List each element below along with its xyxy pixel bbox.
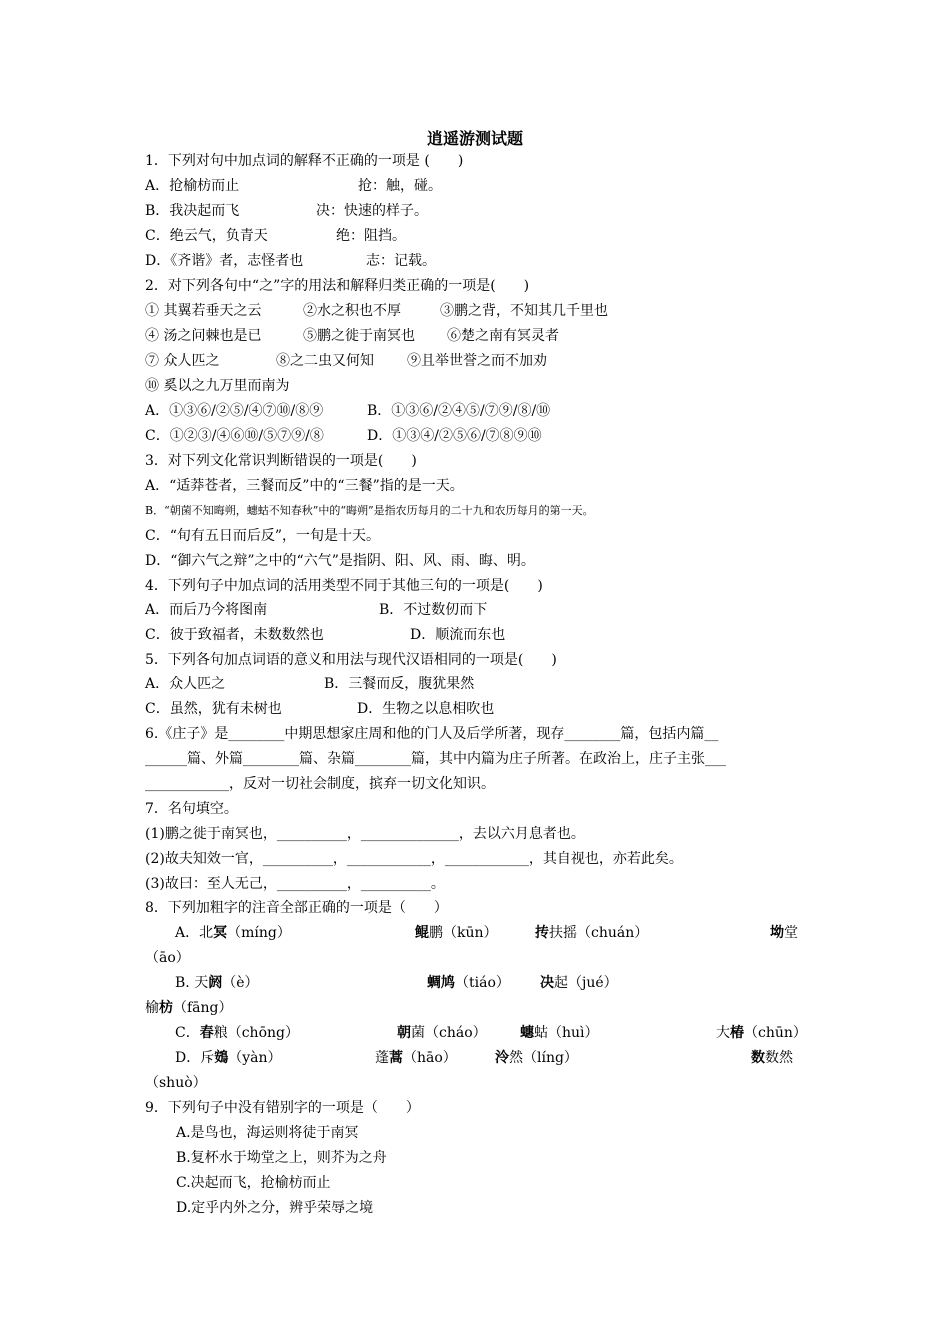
q9-option-b: B.复杯水于坳堂之上，则芥为之舟 <box>176 1150 387 1166</box>
q7-line-3: (3)故曰：至人无己，__________，__________。 <box>145 876 445 892</box>
q8-text: C． <box>175 1025 200 1041</box>
q3-option-a: A．“适莽苍者，三餐而反”中的“三餐”指的是一天。 <box>145 478 464 494</box>
q8-text: 菌（cháo） <box>411 1025 487 1041</box>
q1-stem: 1．下列对句中加点词的解释不正确的一项是 ( ) <box>145 153 464 169</box>
q1-d-text: D．《齐谐》者，志怪者也 <box>145 253 304 269</box>
q8-d-wrap: （shuò） <box>145 1075 207 1091</box>
q1-option-d <box>145 251 845 271</box>
q8-bold: 鴳 <box>214 1050 229 1066</box>
q2-item: ⑥楚之南有冥灵者 <box>447 328 559 344</box>
q8-text: （yàn） <box>228 1050 282 1066</box>
q2-row-1 <box>145 301 845 321</box>
q1-c-text: C．绝云气，负青天 <box>145 228 268 244</box>
q6-line-1: 6.《庄子》是________中期思想家庄周和他的门人及后学所著，现存________篇，包括内篇__ <box>145 726 719 742</box>
q8-text: （è） <box>222 975 259 991</box>
q4-option-b: B．不过数仞而下 <box>379 602 488 618</box>
q8-text: 起（jué） <box>554 975 618 991</box>
q9-stem: 9．下列句子中没有错别字的一项是（ ） <box>145 1100 420 1116</box>
q8-bold: 决 <box>540 975 554 991</box>
q8-text: 然（líng） <box>509 1050 578 1066</box>
q2-item: ⑨且举世誉之而不加劝 <box>407 353 547 369</box>
q5-option-d: D．生物之以息相吹也 <box>357 701 495 717</box>
q7-line-2: (2)故夫知效一官，__________，____________，____________，其自视也，亦若此矣。 <box>145 851 683 867</box>
q8-text: 鹏（kūn） <box>429 925 498 941</box>
q8-bold: 蟪 <box>520 1025 534 1041</box>
q9-option-c: C.决起而飞，抢榆枋而止 <box>176 1175 331 1191</box>
q6-line-2: ______篇、外篇________篇、杂篇________篇，其中内篇为庄子所著。在政治上，庄子主张___ <box>145 751 726 767</box>
q4-option-d: D．顺流而东也 <box>410 627 506 643</box>
q7-line-1: (1)鹏之徙于南冥也，__________，______________，去以六月息者也。 <box>145 826 585 842</box>
q8-bold: 蜩鸠 <box>427 975 455 991</box>
q8-text: （tiáo） <box>455 975 510 991</box>
q2-option-c: C．①②③/④⑥⑩/⑤⑦⑨/⑧ <box>145 428 324 444</box>
q2-item: ②水之积也不厚 <box>303 303 401 319</box>
q5-options-ab <box>145 674 845 694</box>
q2-row-3 <box>145 351 845 371</box>
q8-bold: 椿 <box>730 1025 744 1041</box>
q8-text: A．北 <box>175 925 214 941</box>
q8-a-wrap: （āo） <box>145 950 190 966</box>
q8-bold: 冥 <box>213 925 228 941</box>
q8-text: D．斥 <box>175 1050 215 1066</box>
page-title: 逍遥游测试题 <box>426 129 523 148</box>
q8-text: 扶摇（chuán） <box>549 925 649 941</box>
q8-text: （fāng） <box>173 1000 233 1016</box>
q8-text: 大 <box>716 1025 730 1041</box>
q8-text: 数然 <box>765 1050 793 1066</box>
q1-option-c <box>145 226 845 246</box>
q3-option-d: D．“御六气之辩”之中的“六气”是指阴、阳、风、雨、晦、明。 <box>145 553 535 569</box>
q8-text: （míng） <box>227 925 291 941</box>
q1-b-note: 决：快速的样子。 <box>316 203 428 219</box>
q2-row-4: ⑩ 奚以之九万里而南为 <box>145 378 290 394</box>
q2-stem: 2．对下列各句中“之”字的用法和解释归类正确的一项是( ) <box>145 278 530 294</box>
q5-options-cd <box>145 699 845 719</box>
q8-bold: 数 <box>751 1050 765 1066</box>
q2-row-2 <box>145 326 845 346</box>
q8-text: 粮（chōng） <box>213 1025 299 1041</box>
q8-bold: 枋 <box>159 1000 173 1016</box>
q2-option-a: A．①③⑥/②⑤/④⑦⑩/⑧⑨ <box>145 403 324 419</box>
q8-text: 榆 <box>145 1000 159 1016</box>
q5-stem: 5．下列各句加点词语的意义和用法与现代汉语相同的一项是( ) <box>145 652 557 668</box>
q2-item: ⑧之二虫又何知 <box>276 353 374 369</box>
q5-option-c: C．虽然，犹有未树也 <box>145 701 282 717</box>
q2-options-ab <box>145 401 845 421</box>
q8-b-wrap <box>145 998 233 1018</box>
q9-option-d: D.定乎内外之分，辨乎荣辱之境 <box>176 1200 374 1216</box>
q8-bold: 朝 <box>397 1025 411 1041</box>
q6-line-3: ____________，反对一切社会制度，摈弃一切文化知识。 <box>145 776 495 792</box>
q7-stem: 7．名句填空。 <box>145 801 238 817</box>
q8-text: （chūn） <box>744 1025 807 1041</box>
q3-option-b: B．“朝菌不知晦朔，蟪蛄不知春秋”中的“晦朔”是指农历每月的二十九和农历每月的第一天。 <box>145 504 594 517</box>
q4-option-a: A．而后乃今将图南 <box>145 602 268 618</box>
q1-option-b <box>145 201 845 221</box>
q1-d-note: 志：记载。 <box>366 253 436 269</box>
q8-text: （hāo） <box>403 1050 457 1066</box>
q4-stem: 4．下列句子中加点词的活用类型不同于其他三句的一项是( ) <box>145 578 543 594</box>
q2-item: ④ 汤之问棘也是已 <box>145 328 262 344</box>
q8-option-a <box>145 923 815 943</box>
q8-text: 堂 <box>784 925 798 941</box>
q2-item: ① 其翼若垂天之云 <box>145 303 262 319</box>
q8-stem: 8．下列加粗字的注音全部正确的一项是（ ） <box>145 900 448 916</box>
q2-option-b: B．①③⑥/②④⑤/⑦⑨/⑧/⑩ <box>367 403 551 419</box>
q4-options-cd <box>145 625 845 645</box>
q2-item: ③鹏之背，不知其几千里也 <box>440 303 608 319</box>
q3-option-c: C．“旬有五日而后反”，一旬是十天。 <box>145 528 381 544</box>
q8-text: 蓬 <box>375 1050 389 1066</box>
q4-options-ab <box>145 600 845 620</box>
q1-a-note: 抢：触，碰。 <box>358 178 442 194</box>
q8-option-d <box>145 1048 815 1068</box>
q2-item: ⑤鹏之徙于南冥也 <box>303 328 415 344</box>
q2-options-cd <box>145 426 845 446</box>
q5-option-a: A．众人匹之 <box>145 676 226 692</box>
q5-option-b: B．三餐而反，腹犹果然 <box>324 676 475 692</box>
q8-option-b <box>145 973 815 993</box>
q1-b-text: B．我决起而飞 <box>145 203 240 219</box>
q1-option-a <box>145 176 845 196</box>
q8-option-c <box>145 1023 815 1043</box>
q8-bold: 坳 <box>770 925 784 941</box>
q8-bold: 抟 <box>535 925 549 941</box>
q1-c-note: 绝：阻挡。 <box>336 228 406 244</box>
q8-bold: 春 <box>199 1025 214 1041</box>
q3-stem: 3．对下列文化常识判断错误的一项是( ) <box>145 453 417 469</box>
q8-bold: 鲲 <box>415 925 429 941</box>
q4-option-c: C．彼于致福者，未数数然也 <box>145 627 324 643</box>
q8-bold: 阏 <box>208 975 223 991</box>
q8-bold: 泠 <box>495 1050 509 1066</box>
q2-option-d: D．①③④/②⑤⑥/⑦⑧⑨⑩ <box>367 428 542 444</box>
q8-text: 蛄（huì） <box>534 1025 599 1041</box>
q8-text: B. 天 <box>175 975 209 991</box>
q9-option-a: A.是鸟也，海运则将徒于南冥 <box>176 1125 359 1141</box>
q1-a-text: A．抢榆枋而止 <box>145 178 240 194</box>
q8-bold: 蒿 <box>389 1050 403 1066</box>
q2-item: ⑦ 众人匹之 <box>145 353 220 369</box>
